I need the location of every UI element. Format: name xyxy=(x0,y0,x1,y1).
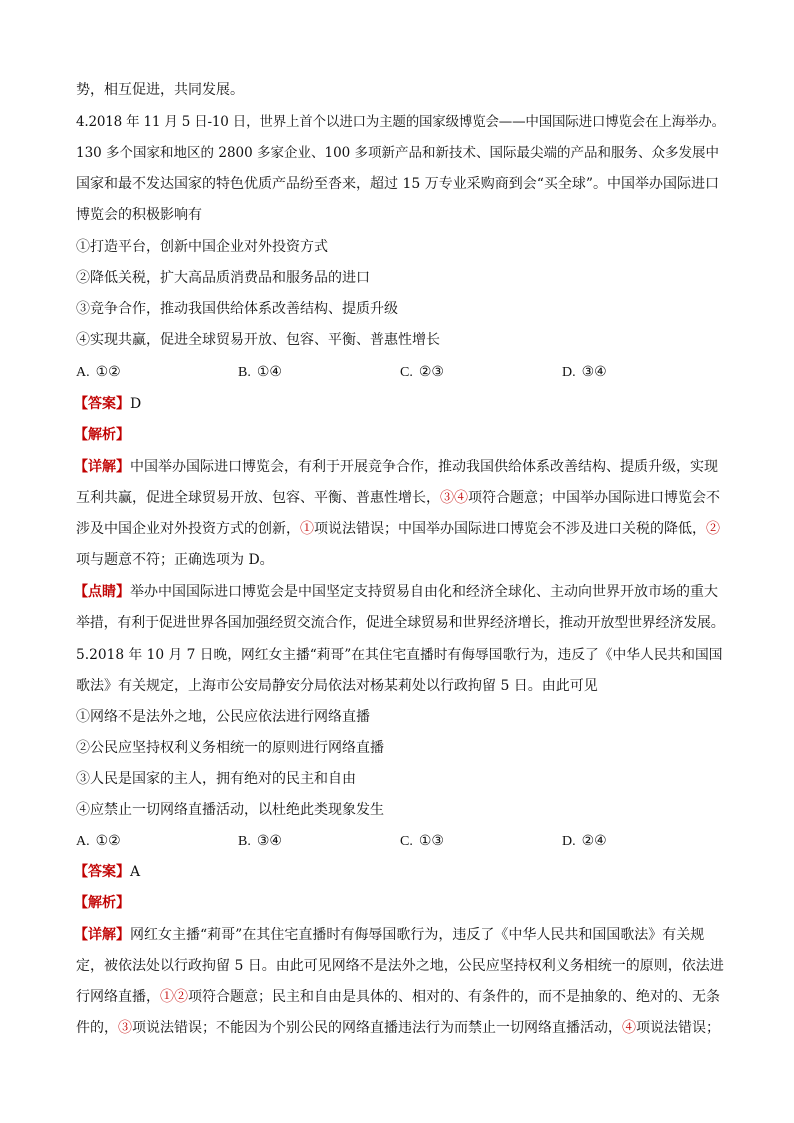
q4-item-4: ④实现共赢，促进全球贸易开放、包容、平衡、普惠性增长 xyxy=(76,332,440,348)
answer-tag: 【答案】 xyxy=(74,864,130,880)
q5-item-4: ④应禁止一切网络直播活动，以杜绝此类现象发生 xyxy=(76,802,384,818)
q4-detail-line-3: 涉及中国企业对外投资方式的创新，①项说法错误；中国举办国际进口博览会不涉及进口关税的降低，② xyxy=(76,521,720,537)
q5-item-3: ③人民是国家的主人，拥有绝对的民主和自由 xyxy=(76,771,356,787)
q5-option-a: A. ①② xyxy=(76,833,121,849)
q5-item-1: ①网络不是法外之地，公民应依法进行网络直播 xyxy=(76,709,370,725)
q5-detail-line-2: 定，被依法处以行政拘留 5 日。由此可见网络不是法外之地，公民应坚持权利义务相统一的原则，依法进 xyxy=(76,958,724,974)
detail-tag: 【详解】 xyxy=(74,459,130,475)
q4-item-2: ②降低关税，扩大高品质消费品和服务品的进口 xyxy=(76,270,370,286)
q4-detail-line-1: 【详解】中国举办国际进口博览会，有利于开展竞争合作，推动我国供给体系改善结构、提质升级，实现 xyxy=(74,459,718,475)
q4-option-d: D. ③④ xyxy=(562,364,607,380)
detail-tag: 【详解】 xyxy=(74,927,130,943)
q4-analysis-heading: 【解析】 xyxy=(74,427,130,443)
q4-item-3: ③竞争合作，推动我国供给体系改善结构、提质升级 xyxy=(76,301,398,317)
q5-detail-line-3: 行网络直播，①②项符合题意；民主和自由是具体的、相对的、有条件的，而不是抽象的、绝对的、无条 xyxy=(76,989,720,1005)
q4-stem-line-1: 4.2018 年 11 月 5 日-10 日，世界上首个以进口为主题的国家级博览会——中国国际进口博览会在上海举办。 xyxy=(76,114,725,130)
q5-detail-line-4: 件的，③项说法错误；不能因为个别公民的网络直播违法行为而禁止一切网络直播活动，④项说法错误； xyxy=(76,1020,720,1036)
q4-remark-line-2: 举措，有利于促进世界各国加强经贸交流合作，促进全球贸易和世界经济增长，推动开放型世界经济发展。 xyxy=(76,615,725,631)
q4-answer xyxy=(74,394,726,414)
q5-analysis-heading: 【解析】 xyxy=(74,895,130,911)
answer-tag: 【答案】 xyxy=(74,396,130,412)
q5-answer xyxy=(74,862,726,882)
q4-stem-line-3: 国家和最不发达国家的特色优质产品纷至沓来，超过 15 万专业采购商到会“买全球”。中国举办国际进口 xyxy=(76,176,720,192)
q5-detail-line-1: 【详解】网红女主播“莉哥”在其住宅直播时有侮辱国歌行为，违反了《中华人民共和国国歌法》有关规 xyxy=(74,927,705,943)
q4-stem-line-2: 130 多个国家和地区的 2800 多家企业、100 多项新产品和新技术、国际最尖端的产品和服务、众多发展中 xyxy=(76,145,720,161)
q5-stem-line-1: 5.2018 年 10 月 7 日晚，网红女主播“莉哥”在其住宅直播时有侮辱国歌行为，违反了《中华人民共和国国 xyxy=(76,647,723,663)
q5-option-d: D. ②④ xyxy=(562,833,607,849)
q4-stem-line-4: 博览会的积极影响有 xyxy=(76,207,202,223)
answer-value: D xyxy=(130,396,142,412)
q5-option-c: C. ①③ xyxy=(400,833,444,849)
remark-tag: 【点睛】 xyxy=(74,584,130,600)
q4-detail-line-2: 互利共赢，促进全球贸易开放、包容、平衡、普惠性增长，③④项符合题意；中国举办国际进口博览会不 xyxy=(76,490,720,506)
q4-remark-line-1: 【点睛】举办中国国际进口博览会是中国坚定支持贸易自由化和经济全球化、主动向世界开放市场的重大 xyxy=(74,584,718,600)
q5-item-2: ②公民应坚持权利义务相统一的原则进行网络直播 xyxy=(76,740,384,756)
q5-option-b: B. ③④ xyxy=(238,833,282,849)
answer-value: A xyxy=(130,864,141,880)
q4-option-a: A. ①② xyxy=(76,364,121,380)
q5-stem-line-2: 歌法》有关规定，上海市公安局静安分局依法对杨某莉处以行政拘留 5 日。由此可见 xyxy=(76,678,598,694)
q4-detail-line-4: 项与题意不符；正确选项为 D。 xyxy=(76,552,274,568)
q4-option-b: B. ①④ xyxy=(238,364,282,380)
continuation-line: 势，相互促进，共同发展。 xyxy=(76,82,244,98)
q4-item-1: ①打造平台，创新中国企业对外投资方式 xyxy=(76,239,328,255)
q4-option-c: C. ②③ xyxy=(400,364,444,380)
